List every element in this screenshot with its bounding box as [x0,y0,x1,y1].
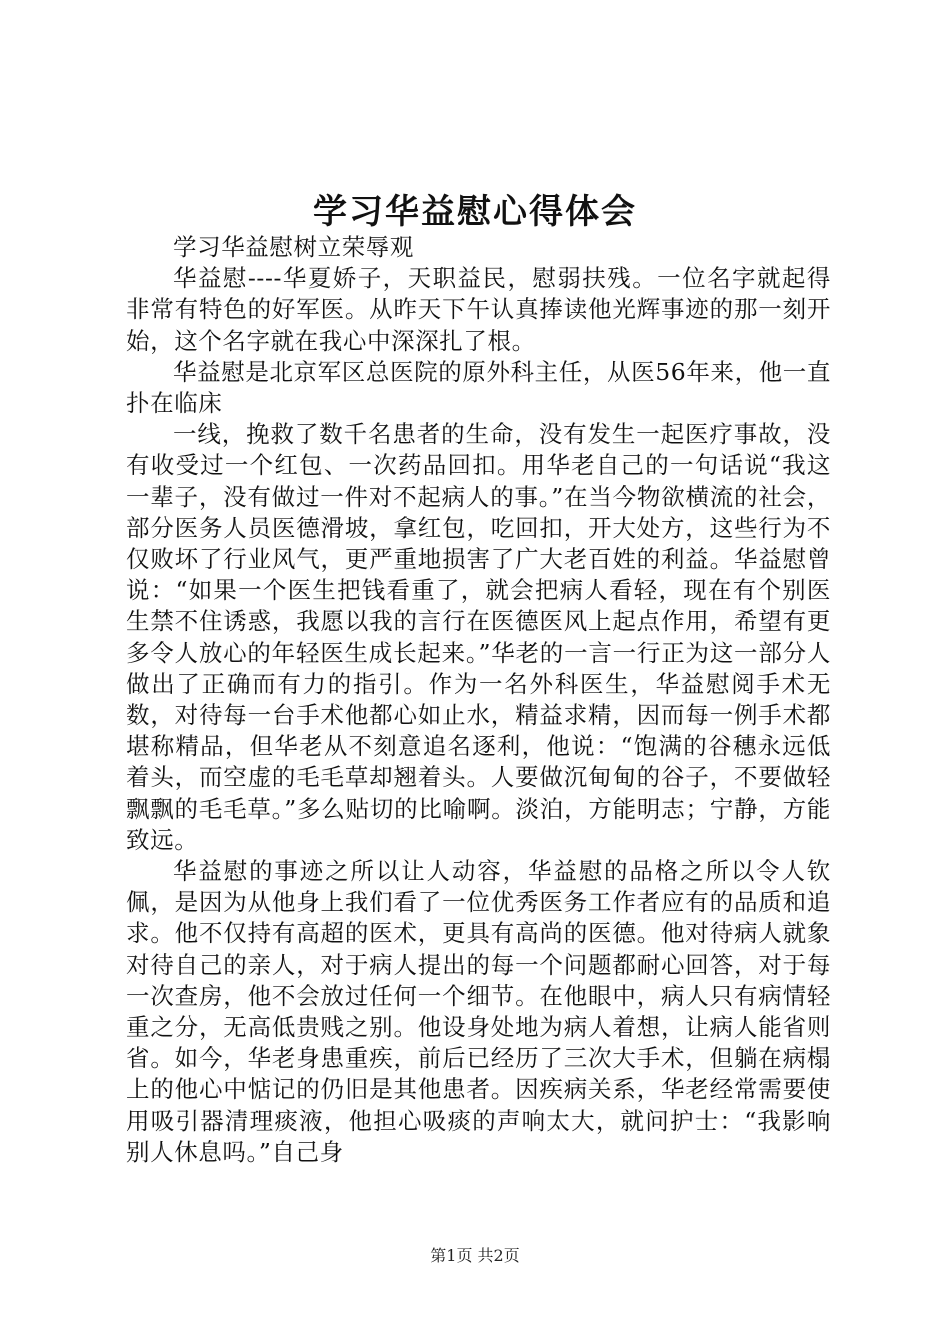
body-paragraph: 一线，挽救了数千名患者的生命，没有发生一起医疗事故，没有收受过一个红包、一次药品回扣。用华老自己的一句话说“我这一辈子，没有做过一件对不起病人的事。”在当今物欲横流的社会，部分医务人员医德滑坡，拿红包，吃回扣，开大处方，这些行为不仅败坏了行业风气，更严重地损害了广大老百姓的利益。华益慰曾说：“如果一个医生把钱看重了，就会把病人看轻，现在有个别医生禁不住诱惑，我愿以我的言行在医德医风上起点作用，希望有更多令人放心的年轻医生成长起来。”华老的一言一行正为这一部分人做出了正确而有力的指引。作为一名外科医生，华益慰阅手术无数，对待每一台手术他都心如止水，精益求精，因而每一例手术都堪称精品，但华老从不刻意追名逐利，他说：“饱满的谷穗永远低着头，而空虚的毛毛草却翘着头。人要做沉甸甸的谷子，不要做轻飘飘的毛毛草。”多么贴切的比喻啊。淡泊，方能明志；宁静，方能致远。 [126,420,831,854]
document-body [126,232,831,1168]
body-paragraph: 华益慰的事迹之所以让人动容，华益慰的品格之所以令人钦佩，是因为从他身上我们看了一位优秀医务工作者应有的品质和追求。他不仅持有高超的医术，更具有高尚的医德。他对待病人就象对待自己的亲人，对于病人提出的每一个问题都耐心回答，对于每一次查房，他不会放过任何一个细节。在他眼中，病人只有病情轻重之分，无高低贵贱之别。他设身处地为病人着想，让病人能省则省。如今，华老身患重疾，前后已经历了三次大手术，但躺在病榻上的他心中惦记的仍旧是其他患者。因疾病关系，华老经常需要使用吸引器清理痰液，他担心吸痰的声响太大，就问护士：“我影响别人休息吗。”自己身 [126,857,831,1166]
body-paragraph: 华益慰----华夏娇子，天职益民，慰弱扶残。一位名字就起得非常有特色的好军医。从昨天下午认真捧读他光辉事迹的那一刻开始，这个名字就在我心中深深扎了根。 [126,264,831,355]
document-title: 学习华益慰心得体会 [313,192,637,232]
subtitle-paragraph: 学习华益慰树立荣辱观 [173,233,414,261]
body-paragraph: 华益慰是北京军区总医院的原外科主任，从医56年来，他一直扑在临床 [126,357,831,418]
page-number-footer: 第1页 共2页 [430,1246,520,1265]
